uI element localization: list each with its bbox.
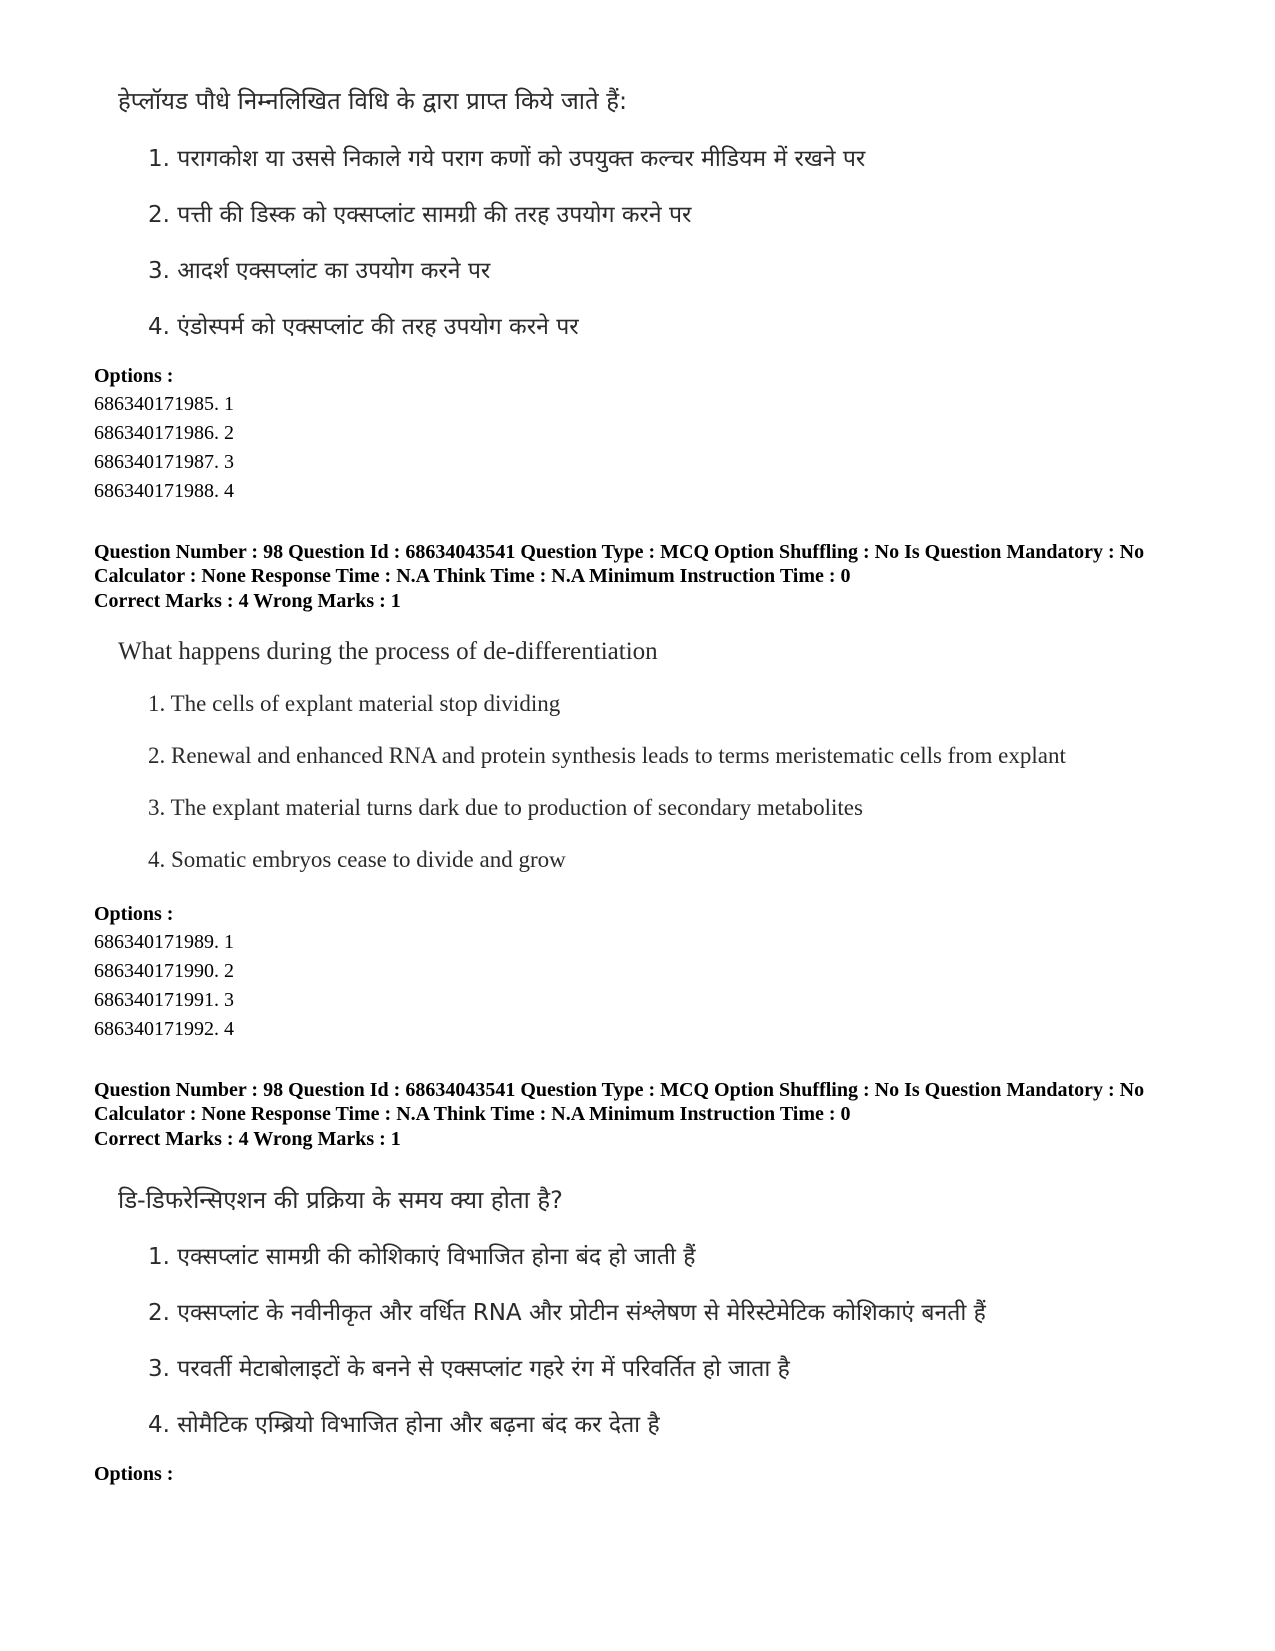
question-item-3: 3. The explant material turns dark due to production of secondary metabolites	[148, 795, 863, 820]
option-id: 686340171985. 1	[94, 393, 234, 415]
question-image-hindi-1	[118, 84, 627, 117]
option-id: 686340171990. 2	[94, 960, 234, 982]
option-id: 686340171989. 1	[94, 931, 234, 953]
question-item-1: 1. The cells of explant material stop dividing	[148, 691, 561, 716]
option-id: 686340171992. 4	[94, 1018, 234, 1040]
options-list	[94, 390, 234, 506]
question-item-2: 2. Renewal and enhanced RNA and protein synthesis leads to terms meristematic cells from explant	[148, 743, 1066, 768]
question-marks: Correct Marks : 4 Wrong Marks : 1	[94, 1128, 401, 1150]
options-label: Options :	[94, 1463, 174, 1485]
question-item-2: 2. एक्सप्लांट के नवीनीकृत और वर्धित RNA और प्रोटीन संश्लेषण से मेरिस्टेमेटिक कोशिकाएं बनती हैं	[148, 1300, 986, 1326]
question-item-1: 1. एक्सप्लांट सामग्री की कोशिकाएं विभाजित होना बंद हो जाती हैं	[148, 1244, 696, 1270]
options-label: Options :	[94, 365, 174, 387]
question-item-3: 3. परवर्ती मेटाबोलाइटों के बनने से एक्सप्लांट गहरे रंग में परिवर्तित हो जाता है	[148, 1356, 790, 1382]
question-meta: Question Number : 98 Question Id : 68634043541 Question Type : MCQ Option Shuffling : No Is Question Mandatory : No Calculator : None Response Time : N.A Think Time : N.A Minimum Instruction Time : 0	[94, 1079, 1145, 1125]
question-item-1: 1. परागकोश या उससे निकाले गये पराग कणों को उपयुक्त कल्चर मीडियम में रखने पर	[148, 146, 866, 172]
question-stem: डि-डिफरेन्सिएशन की प्रक्रिया के समय क्या होता है?	[118, 1186, 563, 1214]
question-meta: Question Number : 98 Question Id : 68634043541 Question Type : MCQ Option Shuffling : No Is Question Mandatory : No Calculator : None Response Time : N.A Think Time : N.A Minimum Instruction Time : 0	[94, 541, 1145, 587]
question-stem: हेप्लॉयड पौधे निम्नलिखित विधि के द्वारा प्राप्त किये जाते हैं:	[118, 87, 628, 115]
options-label: Options :	[94, 903, 174, 925]
question-image-hindi-2	[118, 1183, 563, 1216]
question-item-4: 4. सोमैटिक एम्ब्रियो विभाजित होना और बढ़ना बंद कर देता है	[148, 1412, 660, 1438]
question-item-4: 4. एंडोस्पर्म को एक्सप्लांट की तरह उपयोग करने पर	[148, 314, 579, 340]
question-item-4: 4. Somatic embryos cease to divide and grow	[148, 847, 566, 872]
question-item-2: 2. पत्ती की डिस्क को एक्सप्लांट सामग्री की तरह उपयोग करने पर	[148, 202, 692, 228]
option-id: 686340171991. 3	[94, 989, 234, 1011]
question-marks: Correct Marks : 4 Wrong Marks : 1	[94, 590, 401, 612]
options-list	[94, 928, 234, 1044]
option-id: 686340171987. 3	[94, 451, 234, 473]
option-id: 686340171986. 2	[94, 422, 234, 444]
option-id: 686340171988. 4	[94, 480, 234, 502]
question-image-english	[118, 638, 658, 666]
question-item-3: 3. आदर्श एक्सप्लांट का उपयोग करने पर	[148, 258, 491, 284]
question-stem: What happens during the process of de-differentiation	[118, 638, 658, 665]
